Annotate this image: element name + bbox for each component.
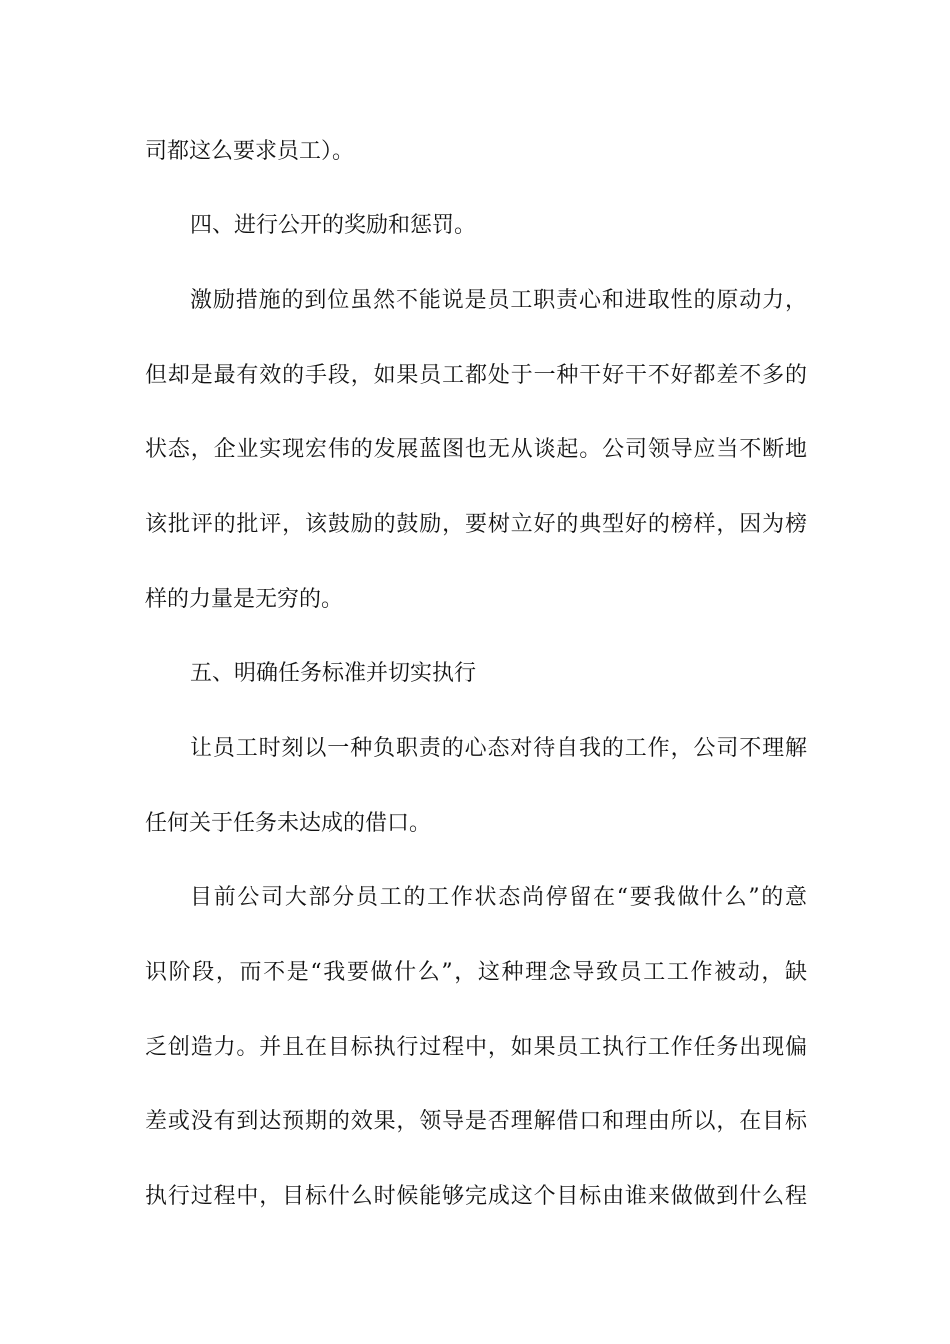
text-line: 乏创造力。并且在目标执行过程中，如果员工执行工作任务出现偏 [145, 1035, 807, 1060]
text-line: 该批评的批评，该鼓励的鼓励，要树立好的典型好的榜样，因为榜 [145, 512, 807, 537]
text-line: 激励措施的到位虽然不能说是员工职责心和进取性的原动力， [190, 288, 807, 313]
text-line: 目前公司大部分员工的工作状态尚停留在“要我做什么”的意 [190, 885, 807, 910]
section-heading: 四、进行公开的奖励和惩罚。 [190, 213, 477, 238]
section-heading: 五、明确任务标准并切实执行 [190, 661, 477, 686]
text-line: 样的力量是无穷的。 [145, 587, 344, 612]
text-line: 让员工时刻以一种负职责的心态对待自我的工作，公司不理解 [190, 736, 807, 761]
text-line: 司都这么要求员工）。 [145, 139, 355, 164]
text-line: 执行过程中，目标什么时候能够完成这个目标由谁来做做到什么程 [145, 1184, 807, 1209]
text-line: 识阶段，而不是“我要做什么”，这种理念导致员工工作被动，缺 [145, 960, 807, 985]
text-line: 差或没有到达预期的效果，领导是否理解借口和理由所以，在目标 [145, 1109, 807, 1134]
text-line: 但却是最有效的手段，如果员工都处于一种干好干不好都差不多的 [145, 363, 807, 388]
text-line: 任何关于任务未达成的借口。 [145, 811, 432, 836]
text-line: 状态，企业实现宏伟的发展蓝图也无从谈起。公司领导应当不断地 [145, 437, 807, 462]
